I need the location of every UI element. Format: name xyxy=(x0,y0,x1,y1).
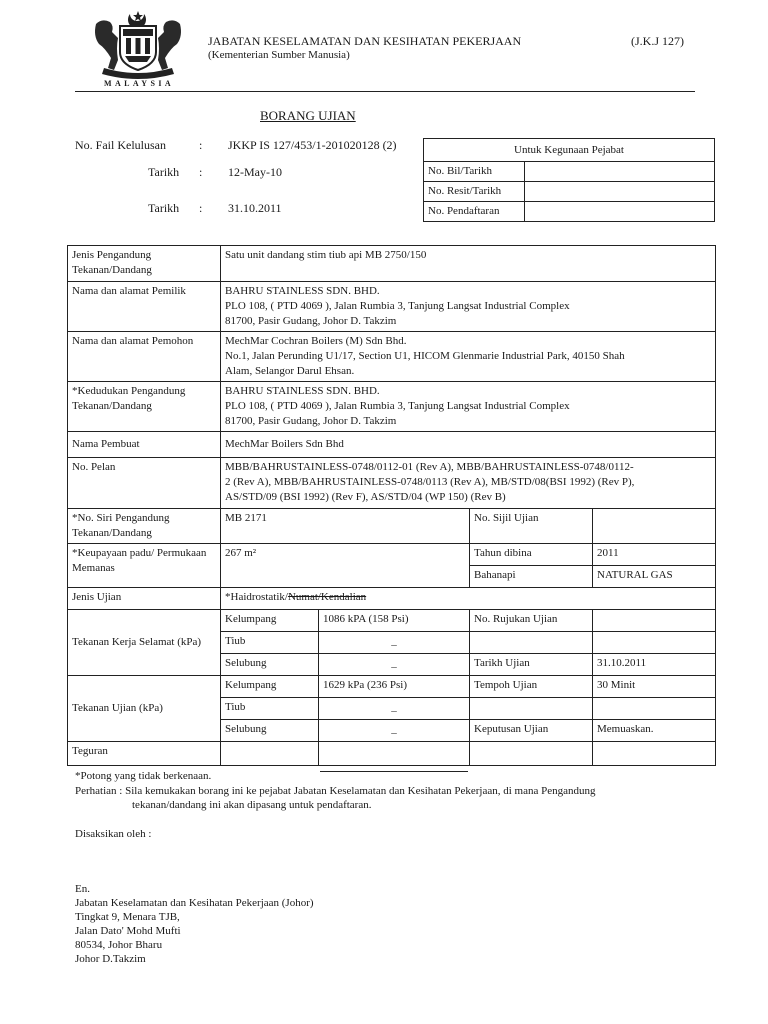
decision-label: Keputusan Ujian xyxy=(470,720,593,742)
serial-label: *No. Siri Pengandung Tekanan/Dandang xyxy=(68,509,221,544)
test-date-label: Tarikh Ujian xyxy=(470,654,593,676)
blank-cell xyxy=(593,632,716,654)
location-line: PLO 108, ( PTD 4069 ), Jalan Rumbia 3, Tanjung Langsat Industrial Complex xyxy=(225,400,570,412)
test-type-label: Jenis Ujian xyxy=(68,588,221,610)
capacity-value: 267 m² xyxy=(221,544,470,588)
approval-date-value: 12-May-10 xyxy=(228,165,282,179)
plan-line: AS/STD/09 (BSI 1992) (Rev F), AS/STD/04 (WP 150) (Rev B) xyxy=(225,491,506,503)
serial-value: MB 2171 xyxy=(221,509,470,544)
attention-note: Perhatian : Sila kemukakan borang ini ke pejabat Jabatan Keselamatan dan Kesihatan Pekerjaan, di mana Pengandung xyxy=(75,785,596,797)
location-value xyxy=(221,382,716,432)
remark-label: Teguran xyxy=(68,742,221,766)
owner-value xyxy=(221,282,716,332)
test-type-struck: Numat/Kendalian xyxy=(287,591,367,603)
cert-value[interactable] xyxy=(593,509,716,544)
test-date-value: 31.10.2011 xyxy=(593,654,716,676)
department-name: JABATAN KESELAMATAN DAN KESIHATAN PEKERJAAN xyxy=(208,34,522,48)
applicant-line: MechMar Cochran Boilers (M) Sdn Bhd. xyxy=(225,335,407,347)
form-date-value: 31.10.2011 xyxy=(228,201,282,215)
office-row-label: No. Resit/Tarikh xyxy=(424,182,525,202)
owner-line: 81700, Pasir Gudang, Johor D. Takzim xyxy=(225,315,397,327)
colon: : xyxy=(199,165,203,179)
applicant-value xyxy=(221,332,716,382)
colon: : xyxy=(199,201,203,215)
test-pressure-label: Tekanan Ujian (kPa) xyxy=(68,676,221,742)
vessel-type-value: Satu unit dandang stim tiub api MB 2750/150 xyxy=(221,246,716,282)
header-divider xyxy=(75,91,695,92)
address-line: Jabatan Keselamatan dan Kesihatan Pekerjaan (Johor) xyxy=(75,897,314,909)
address-line: 80534, Johor Bharu xyxy=(75,939,163,951)
swp-tube-label: Tiub xyxy=(221,632,319,654)
office-receipt-field[interactable] xyxy=(525,182,715,202)
signature-line xyxy=(320,771,468,772)
blank-cell xyxy=(470,698,593,720)
maker-value: MechMar Boilers Sdn Bhd xyxy=(221,432,716,458)
applicant-line: Alam, Selangor Darul Ehsan. xyxy=(225,365,355,377)
fuel-value: NATURAL GAS xyxy=(593,566,716,588)
form-date-label: Tarikh xyxy=(148,201,180,215)
cert-label: No. Sijil Ujian xyxy=(470,509,593,544)
file-number-value: JKKP IS 127/453/1-201020128 (2) xyxy=(228,138,397,152)
plan-label: No. Pelan xyxy=(68,458,221,509)
attention-note-cont: tekanan/dandang ini akan dipasang untuk pendaftaran. xyxy=(132,799,372,811)
witness-label: Disaksikan oleh : xyxy=(75,828,152,840)
office-bill-field[interactable] xyxy=(525,162,715,182)
swp-header-value: _ xyxy=(319,654,470,676)
test-ref-label: No. Rujukan Ujian xyxy=(470,610,593,632)
safe-working-pressure-label: Tekanan Kerja Selamat (kPa) xyxy=(68,610,221,676)
swp-shell-value: 1086 kPA (158 Psi) xyxy=(319,610,470,632)
owner-line: BAHRU STAINLESS SDN. BHD. xyxy=(225,285,380,297)
owner-label: Nama dan alamat Pemilik xyxy=(68,282,221,332)
remark-field[interactable] xyxy=(319,742,470,766)
swp-shell-label: Kelumpang xyxy=(221,610,319,632)
tp-tube-label: Tiub xyxy=(221,698,319,720)
tp-shell-value: 1629 kPa (236 Psi) xyxy=(319,676,470,698)
swp-header-label: Selubung xyxy=(221,654,319,676)
blank-cell xyxy=(593,698,716,720)
year-label: Tahun dibina xyxy=(470,544,593,566)
address-line: Jalan Dato' Mohd Mufti xyxy=(75,925,181,937)
approval-date-label: Tarikh xyxy=(148,165,180,179)
applicant-label: Nama dan alamat Pemohon xyxy=(68,332,221,382)
coat-of-arms-logo xyxy=(92,10,184,80)
year-value: 2011 xyxy=(593,544,716,566)
office-row-label: No. Pendaftaran xyxy=(424,202,525,222)
test-type-hydrostatic: *Haidrostatik/ xyxy=(225,591,288,603)
location-line: BAHRU STAINLESS SDN. BHD. xyxy=(225,385,380,397)
duration-label: Tempoh Ujian xyxy=(470,676,593,698)
address-salutation: En. xyxy=(75,883,90,895)
crest-caption: MALAYSIA xyxy=(104,79,175,88)
strike-note: *Potong yang tidak berkenaan. xyxy=(75,770,212,782)
decision-value: Memuaskan. xyxy=(593,720,716,742)
location-line: 81700, Pasir Gudang, Johor D. Takzim xyxy=(225,415,397,427)
test-form-table xyxy=(67,245,716,766)
address-line: Tingkat 9, Menara TJB, xyxy=(75,911,180,923)
colon: : xyxy=(199,138,203,152)
office-use-table xyxy=(423,138,715,222)
duration-value: 30 Minit xyxy=(593,676,716,698)
address-line: Johor D.Takzim xyxy=(75,953,146,965)
ministry-name: (Kementerian Sumber Manusia) xyxy=(208,49,350,61)
test-ref-value[interactable] xyxy=(593,610,716,632)
tp-shell-label: Kelumpang xyxy=(221,676,319,698)
tp-header-label: Selubung xyxy=(221,720,319,742)
owner-line: PLO 108, ( PTD 4069 ), Jalan Rumbia 3, Tanjung Langsat Industrial Complex xyxy=(225,300,570,312)
file-number-label: No. Fail Kelulusan xyxy=(75,138,166,152)
remark-field[interactable] xyxy=(221,742,319,766)
tp-header-value: _ xyxy=(319,720,470,742)
office-row-label: No. Bil/Tarikh xyxy=(424,162,525,182)
plan-line: MBB/BAHRUSTAINLESS-0748/0112-01 (Rev A), MBB/BAHRUSTAINLESS-0748/0112- xyxy=(225,461,634,473)
office-use-title: Untuk Kegunaan Pejabat xyxy=(424,139,715,162)
maker-label: Nama Pembuat xyxy=(68,432,221,458)
blank-cell xyxy=(470,632,593,654)
form-title: BORANG UJIAN xyxy=(260,108,356,123)
remark-field[interactable] xyxy=(593,742,716,766)
office-registration-field[interactable] xyxy=(525,202,715,222)
capacity-label: *Keupayaan padu/ Permukaan Memanas xyxy=(68,544,221,588)
swp-tube-value: _ xyxy=(319,632,470,654)
location-label: *Kedudukan Pengandung Tekanan/Dandang xyxy=(68,382,221,432)
vessel-type-label: Jenis Pengandung Tekanan/Dandang xyxy=(68,246,221,282)
remark-field[interactable] xyxy=(470,742,593,766)
plan-value xyxy=(221,458,716,509)
plan-line: 2 (Rev A), MBB/BAHRUSTAINLESS-0748/0113 (Rev A), MB/STD/08(BSI 1992) (Rev P), xyxy=(225,476,635,488)
test-type-value xyxy=(221,588,716,610)
tp-tube-value: _ xyxy=(319,698,470,720)
applicant-line: No.1, Jalan Perunding U1/17, Section U1, HICOM Glenmarie Industrial Park, 40150 Shah xyxy=(225,350,625,362)
form-code: (J.K.J 127) xyxy=(631,34,684,48)
fuel-label: Bahanapi xyxy=(470,566,593,588)
